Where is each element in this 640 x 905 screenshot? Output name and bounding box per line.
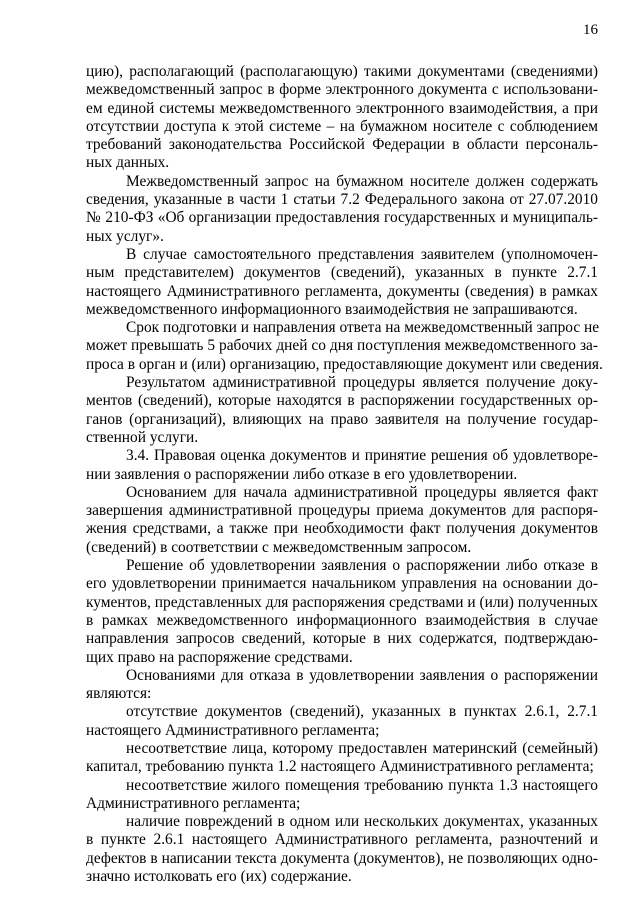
text-line: завершения административной процедуры приема документов для распоря- [86,502,598,520]
text-line: ственной услуги. [86,428,199,446]
text-line: настоящего Административного регламента; [86,721,380,739]
text-line: № 210-ФЗ «Об организации предоставления государственных и муниципаль- [86,209,598,227]
text-line: наличие повреждений в одном или нескольких документах, указанных [126,813,598,831]
text-line: межведомственного информационного взаимодействия не запрашиваются. [86,300,578,318]
text-line: являются: [86,685,152,703]
text-line: (сведений) в соответствии с межведомственным запросом. [86,538,472,556]
text-line: жения средствами, а также при необходимости факт получения документов [86,520,598,538]
text-line: щих право на распоряжение средствами. [86,648,353,666]
text-line: Срок подготовки и направления ответа на межведомственный запрос не [126,319,600,337]
text-line: межведомственный запрос в форме электронного документа с использовани- [86,81,598,99]
text-line: сведения, указанные в части 1 статьи 7.2 Федерального закона от 27.07.2010 [86,191,598,209]
text-line: в рамках межведомственного информационного взаимодействия в случае [86,611,598,629]
text-line: кументов, представленных для распоряжения средствами и (или) полученных [86,593,598,611]
document-body [86,63,603,886]
paragraph [86,557,598,667]
text-line: Основаниями для отказа в удовлетворении заявления о распоряжении [126,666,598,684]
paragraph [86,63,598,173]
text-line: требований законодательства Российской Федерации в области персональ- [86,136,598,154]
text-line: нии заявления о распоряжении либо отказе в его удовлетворении. [86,465,518,483]
text-line: ных данных. [86,154,170,172]
text-line: несоответствие лица, которому предоставлен материнский (семейный) [126,739,598,757]
paragraph [86,319,603,374]
paragraph [86,703,598,740]
text-line: отсутствие документов (сведений), указанных в пунктах 2.6.1, 2.7.1 [126,703,598,721]
text-line: дефектов в написании текста документа (документов), не позволяющих одно- [86,849,598,867]
text-line: значно истолковать его (их) содержание. [86,868,352,886]
paragraph [86,447,598,484]
paragraph [86,777,598,814]
text-line: ганов (организаций), влияющих на право заявителя на получение государ- [86,410,598,428]
paragraph [86,173,598,246]
text-line: отсутствии доступа к этой системе – на бумажном носителе с соблюдением [86,117,598,135]
text-line: капитал, требованию пункта 1.2 настоящего Административного регламента; [86,758,594,776]
text-line: цию), располагающий (располагающую) такими документами (сведениями) [86,63,598,80]
text-line: в пункте 2.6.1 настоящего Административного регламента, разночтений и [86,831,598,849]
text-line: Административного регламента; [86,794,301,812]
text-line: несоответствие жилого помещения требованию пункта 1.3 настоящего [126,776,598,794]
text-line: его удовлетворении принимается начальником управления на основании до- [86,575,598,593]
text-line: ным представителем) документов (сведений), указанных в пункте 2.7.1 [86,264,598,282]
text-line: 3.4. Правовая оценка документов и принятие решения об удовлетворе- [126,447,598,465]
paragraph [86,667,598,704]
text-line: Основанием для начала административной процедуры является факт [126,483,598,501]
text-line: может превышать 5 рабочих дней со дня поступления межведомственного за- [86,337,598,355]
text-line: Межведомственный запрос на бумажном носителе должен содержать [126,172,598,190]
text-line: ем единой системы межведомственного электронного взаимодействия, а при [86,99,598,117]
text-line: направления запросов сведений, которые в них содержатся, подтверждаю- [86,630,598,648]
text-line: проса в орган и (или) организацию, предоставляющие документ или сведения. [86,355,603,373]
paragraph [86,484,598,557]
page-number: 16 [583,22,598,38]
paragraph [86,813,598,886]
text-line: ментов (сведений), которые находятся в распоряжении государственных ор- [86,392,598,410]
text-line: ных услуг». [86,227,164,245]
paragraph [86,374,598,447]
text-line: настоящего Административного регламента, документы (сведения) в рамках [86,282,598,300]
text-line: В случае самостоятельного представления заявителем (уполномочен- [126,245,598,263]
paragraph [86,740,598,777]
paragraph [86,246,598,319]
text-line: Результатом административной процедуры является получение доку- [126,374,598,392]
text-line: Решение об удовлетворении заявления о распоряжении либо отказе в [126,557,598,575]
